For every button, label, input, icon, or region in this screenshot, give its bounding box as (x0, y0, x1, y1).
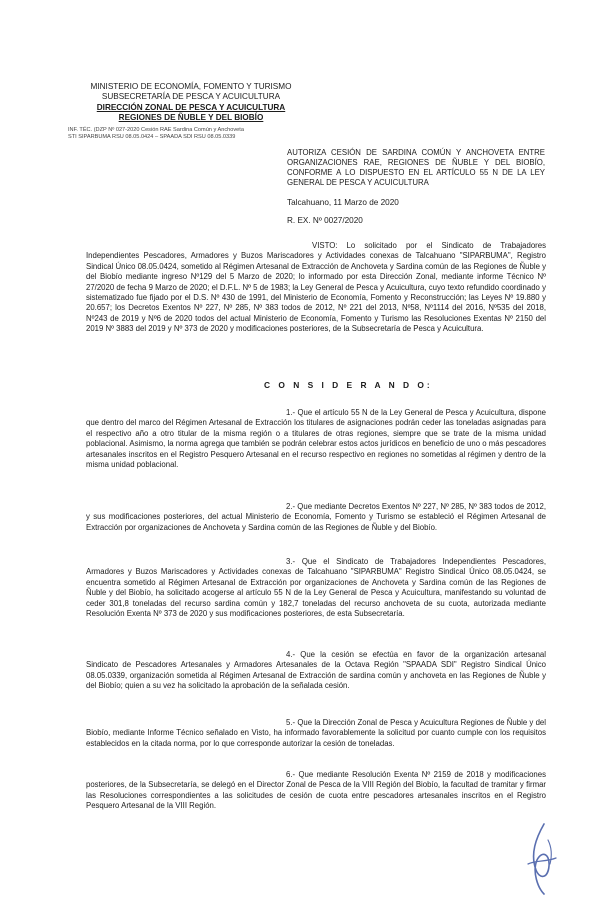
memo-line-2: STI SIPARBUMA RSU 08.05.0424 – SPAADA SDI RSU 08.05.0339 (68, 134, 236, 140)
place-and-date: Talcahuano, 11 Marzo de 2020 (287, 198, 399, 207)
considerando-point-6: 6.- Que mediante Resolución Exenta Nº 2159 de 2018 y modificaciones posteriores, de la Subsecretaría, se delegó en el Director Zonal de Pesca de la VIII Región del Biobío, la facultad de tramitar y firmar las Resoluciones correspondientes a las solicitudes de cesión de cuota entre pescadores artesanales inscritos en el Registro Pesquero Artesanal de la VIII Región. (86, 770, 546, 811)
considerando-point-4: 4.- Que la cesión se efectúa en favor de la organización artesanal Sindicato de Pescadores Artesanales y Armadores Artesanales de la Octava Región "SPAADA SDI" Registro Sindical Único 08.05.0339, organización sometida al Régimen Artesanal de Extracción de sardina común y anchoveta en las Regiones de Ñuble y del Biobío; quien a su vez ha solicitado la aprobación de la señalada cesión. (86, 650, 546, 691)
visto-paragraph: VISTO: Lo solicitado por el Sindicato de Trabajadores Independientes Pescadores, Armadores y Buzos Mariscadores y Actividades conexas de Talcahuano "SIPARBUMA", Registro Sindical Único 08.05.0424, sometido al Régimen Artesanal de Extracción de Anchoveta y Sardina común de las Regiones de Ñuble y del Biobío mediante ingreso Nº129 del 5 Marzo de 2020; lo informado por esta Dirección Zonal, mediante informe Técnico Nº 27/2020 de fecha 9 Marzo de 2020; el D.F.L. Nº 5 de 1983; la Ley General de Pesca y Acuicultura, cuyo texto refundido coordinado y sistematizado fue fijado por el D.S. Nº 430 de 1991, del Ministerio de Economía, Fomento y Reconstrucción; las Leyes Nº 19.880 y 20.657; los Decretos Exentos Nº 227, Nº 285, Nº 383 todos de 2012, Nº 221 del 2013, Nº58, Nº1114 del 2016, Nº535 del 2018, Nº243 de 2019 y Nº6 de 2020 todos del actual Ministerio de Economía, Fomento y Turismo las Resoluciones Exentas Nº 2150 del 2019 Nº 3883 del 2019 y Nº 373 de 2020 y modificaciones posteriores, de la Subsecretaría de Pesca y Acuicultura. (86, 241, 546, 334)
ministry-line: MINISTERIO DE ECONOMÍA, FOMENTO Y TURISMO (90, 82, 292, 91)
resolution-number: R. EX. Nº 0027/2020 (287, 216, 363, 225)
considerando-point-1: 1.- Que el artículo 55 N de la Ley General de Pesca y Acuicultura, dispone que dentro del marco del Régimen Artesanal de Extracción los titulares de asignaciones podrán ceder las toneladas asignadas para el respectivo año a otro titular de la misma región o a titulares de otras regiones, siempre que se trate de la misma unidad poblacional. Asimismo, la norma agrega que también se podrán celebrar estos actos jurídicos en beneficio de uno o más pescadores artesanales inscritos en el Registro Pesquero Artesanal en el recurso respectivo en regiones no sometidas al régimen y dentro de la misma unidad poblacional. (86, 408, 546, 470)
resolution-subject: AUTORIZA CESIÓN DE SARDINA COMÚN Y ANCHOVETA ENTRE ORGANIZACIONES RAE, REGIONES DE ÑUBLE Y DEL BIOBÍO, CONFORME A LO DISPUESTO EN EL ARTÍCULO 55 N DE LA LEY GENERAL DE PESCA Y ACUICULTURA (287, 148, 545, 187)
undersecretariat-line: SUBSECRETARÍA DE PESCA Y ACUICULTURA (101, 92, 281, 102)
considerando-point-5: 5.- Que la Dirección Zonal de Pesca y Acuicultura Regiones de Ñuble y del Biobío, mediante Informe Técnico señalado en Visto, ha informado favorablemente la solicitud por cuanto cumple con los requisitos establecidos en la citada norma, por lo que corresponde autorizar la cesión de toneladas. (86, 718, 546, 748)
considerando-point-3: 3.- Que el Sindicato de Trabajadores Independientes Pescadores, Armadores y Buzos Mariscadores y Actividades conexas de Talcahuano "SIPARBUMA" Registro Sindical Único 08.05.0424, se encuentra sometido al Régimen Artesanal de Extracción por organizaciones de Anchoveta y Sardina común de las Regiones de Ñuble y del Biobío, ha solicitado acogerse al artículo 55 N de la Ley General de Pesca y Acuicultura, manifestando su voluntad de ceder 301,8 toneladas del recurso sardina común y 182,7 toneladas del recurso anchoveta de su cuota, autorizada mediante Resolución Exenta Nº 373 de 2020 y sus modificaciones posteriores, de esta Subsecretaría. (86, 557, 546, 619)
memo-line-1: INF. TÉC. (DZP Nº 027-2020 Cesión RAE Sardina Común y Anchoveta (68, 127, 244, 133)
considerando-point-2: 2.- Que mediante Decretos Exentos Nº 227, Nº 285, Nº 383 todos de 2012, y sus modificaciones posteriores, del actual Ministerio de Economía, Fomento y Turismo se estableció el Régimen Artesanal de Extracción por organizaciones de Anchoveta y Sardina común de las Regiones de Ñuble y del Biobío. (86, 502, 546, 532)
reference-memo (68, 127, 244, 141)
considerando-heading: C O N S I D E R A N D O: (264, 380, 433, 390)
issuing-authority-header (86, 82, 296, 123)
regions-line: REGIONES DE ÑUBLE Y DEL BIOBÍO (118, 112, 264, 122)
zonal-office-line: DIRECCIÓN ZONAL DE PESCA Y ACUICULTURA (96, 102, 286, 112)
handwritten-initials (522, 820, 562, 898)
